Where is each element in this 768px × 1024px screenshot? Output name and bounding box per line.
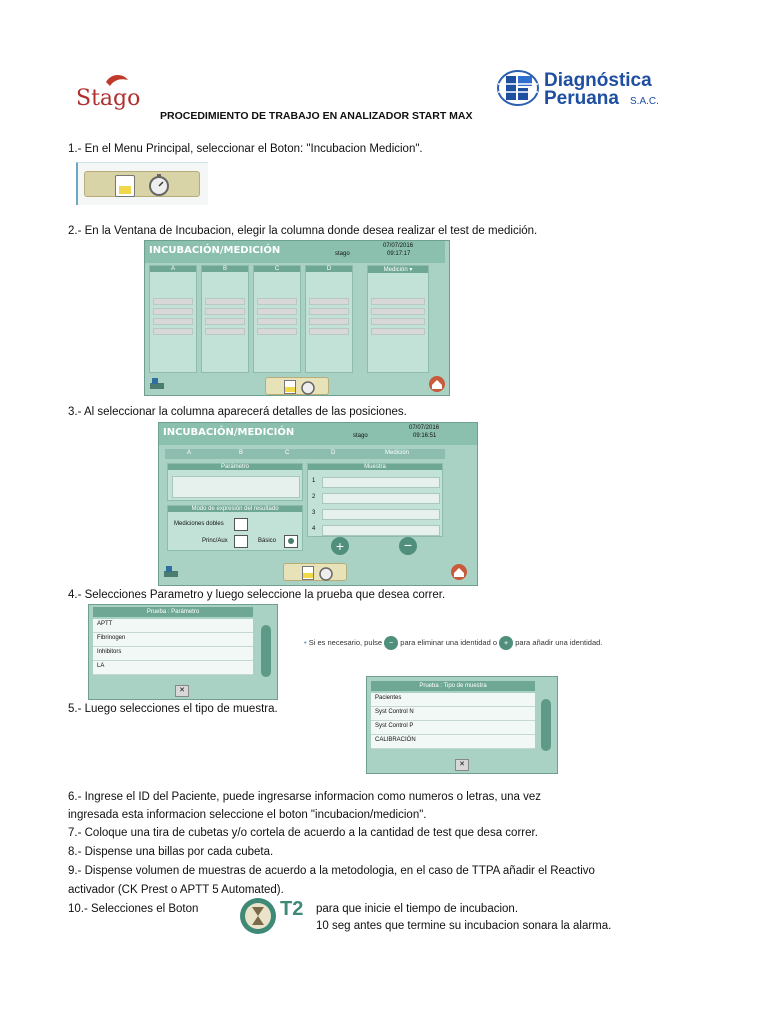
home-icon[interactable] (449, 563, 469, 581)
logo-suffix: S.A.C. (630, 96, 659, 107)
add-button[interactable]: + (331, 537, 349, 555)
column-c-label: C (254, 266, 300, 272)
screen2-title: INCUBACIÓN/MEDICIÓN (149, 245, 281, 256)
tab-c[interactable]: C (285, 450, 290, 456)
stago-logo (74, 72, 154, 112)
note-part-b: para eliminar una identidad o (400, 637, 498, 647)
step-4: 4.- Selecciones Parametro y luego seleccione la prueba que desea correr. (68, 589, 446, 601)
mode-column[interactable] (367, 265, 429, 373)
sample-type-window (366, 676, 558, 774)
column-d-label: D (306, 266, 352, 272)
screen2-date: 07/07/2016 (383, 243, 414, 249)
double-label: Mediciones dobles (174, 521, 224, 527)
position-1-field[interactable] (322, 477, 440, 488)
stopwatch-icon (147, 174, 171, 196)
scrollbar[interactable] (541, 699, 551, 751)
t2-label: T2 (280, 898, 304, 920)
mode-label: Medición (383, 267, 408, 273)
princ-checkbox[interactable] (234, 535, 248, 548)
sample-item-calibracion[interactable]: CALIBRACIÓN (371, 735, 535, 749)
step-7: 7.- Coloque una tira de cubetas y/o cortela de acuerdo a la cantidad de test que desa correr. (68, 827, 538, 839)
param-list-title: Prueba : Parámetro (93, 607, 253, 617)
tab-b[interactable]: B (239, 450, 244, 456)
loader-icon[interactable] (149, 377, 167, 391)
mode-select[interactable]: Medición ▾ (368, 266, 428, 273)
incubacion-medicion-button-s3[interactable] (283, 563, 347, 581)
tab-bar (165, 449, 445, 459)
step-2: 2.- En la Ventana de Incubacion, elegir la columna donde desea realizar el test de medición. (68, 225, 538, 237)
step-6a: 6.- Ingrese el ID del Paciente, puede ingresarse informacion como numeros o letras, una vez (68, 791, 542, 803)
step-9a: 9.- Dispense volumen de muestras de acuerdo a la metodologia, en el caso de TTPA añadir el Reactivo (68, 865, 595, 877)
column-d[interactable] (305, 265, 353, 373)
column-a-label: A (150, 266, 196, 272)
position-2-field[interactable] (322, 493, 440, 504)
logo-line1: Diagnóstica (544, 70, 652, 91)
position-details-window (158, 422, 478, 586)
incubacion-medicion-button[interactable] (84, 171, 200, 197)
param-header: Parámetro (168, 464, 302, 470)
t2-timer-button[interactable] (238, 896, 312, 936)
sample-item-control-n[interactable]: Syst Control N (371, 707, 535, 721)
position-4-label: 4 (312, 526, 316, 532)
tab-d[interactable]: D (331, 450, 336, 456)
step1-screenshot (76, 162, 208, 205)
screen3-title: INCUBACIÓN/MEDICIÓN (163, 427, 295, 438)
sample-item-pacientes[interactable]: Pacientes (371, 693, 535, 707)
screen2-brand: stago (335, 251, 350, 257)
sample-header: Muestra (308, 464, 442, 470)
cuvette-icon (302, 566, 314, 580)
home-icon[interactable] (427, 375, 447, 393)
screen3-time: 09:16:51 (413, 433, 437, 439)
incubacion-medicion-button-s2[interactable] (265, 377, 329, 395)
step-10a: 10.- Selecciones el Boton (68, 903, 199, 915)
screen3-brand: stago (353, 433, 368, 439)
step-8: 8.- Dispense una billas por cada cubeta. (68, 846, 274, 858)
position-2-label: 2 (312, 494, 316, 500)
minus-icon: − (384, 636, 398, 650)
param-field[interactable] (172, 476, 300, 498)
column-b-label: B (202, 266, 248, 272)
plus-icon: + (499, 636, 513, 650)
note-part-c: para añadir una identidad. (515, 637, 603, 647)
dp-logo-icon (496, 66, 544, 110)
column-b[interactable] (201, 265, 249, 373)
mode-header: Modo de expresión del resultado (168, 506, 302, 512)
sample-type-list (371, 693, 535, 749)
column-c[interactable] (253, 265, 301, 373)
hourglass-icon (238, 896, 282, 936)
stago-logo-text: Stago (76, 86, 141, 111)
param-item-fibrinogen[interactable]: Fibrinogen (93, 633, 253, 647)
sample-type-title: Prueba : Tipo de muestra (371, 681, 535, 691)
screen2-time: 09:17:17 (387, 251, 411, 257)
basic-radio[interactable] (284, 535, 298, 548)
param-item-la[interactable]: LA (93, 661, 253, 675)
param-list (93, 619, 253, 675)
close-icon[interactable]: ✕ (175, 685, 189, 697)
princ-label: Princ/Aux (202, 538, 228, 544)
param-item-inhibitors[interactable]: Inhibitors (93, 647, 253, 661)
tab-a[interactable]: A (187, 450, 192, 456)
cuvette-icon (115, 175, 135, 197)
position-4-field[interactable] (322, 525, 440, 536)
step-1: 1.- En el Menu Principal, seleccionar el Boton: "Incubacion Medicion". (68, 143, 423, 155)
stopwatch-icon (318, 565, 334, 581)
param-list-window (88, 604, 278, 700)
stopwatch-icon (300, 379, 316, 395)
close-icon[interactable]: ✕ (455, 759, 469, 771)
step-5: 5.- Luego selecciones el tipo de muestra. (68, 703, 278, 715)
result-mode-panel (167, 505, 303, 551)
cuvette-icon (284, 380, 296, 394)
step-3: 3.- Al seleccionar la columna aparecerá detalles de las posiciones. (68, 406, 407, 418)
remove-button[interactable]: − (399, 537, 417, 555)
position-3-label: 3 (312, 510, 316, 516)
double-checkbox[interactable] (234, 518, 248, 531)
parametro-panel (167, 463, 303, 501)
step-10b: para que inicie el tiempo de incubacion. (316, 903, 519, 915)
muestra-panel (307, 463, 443, 537)
column-a[interactable] (149, 265, 197, 373)
param-item-aptt[interactable]: APTT (93, 619, 253, 633)
scrollbar[interactable] (261, 625, 271, 677)
diagnostica-logo (496, 66, 686, 110)
step-6b: ingresada esta informacion seleccione el boton "incubacion/medicion". (68, 809, 427, 821)
tab-medicion[interactable]: Medición (385, 450, 410, 456)
sample-item-control-p[interactable]: Syst Control P (371, 721, 535, 735)
loader-icon[interactable] (163, 565, 181, 579)
logo-line2: Peruana (544, 88, 619, 109)
position-1-label: 1 (312, 478, 316, 484)
basic-label: Básico (258, 538, 277, 544)
screen3-date: 07/07/2016 (409, 425, 440, 431)
identity-note: • Si es necesario, pulse − para eliminar una identidad o + para añadir una identidad. (304, 636, 602, 650)
note-part-a: Si es necesario, pulse (308, 637, 383, 647)
page-title: PROCEDIMIENTO DE TRABAJO EN ANALIZADOR START MAX (160, 110, 473, 122)
position-3-field[interactable] (322, 509, 440, 520)
incubation-window (144, 240, 450, 396)
step-9b: activador (CK Prest o APTT 5 Automated). (68, 884, 284, 896)
step-10c: 10 seg antes que termine su incubacion sonara la alarma. (316, 920, 612, 932)
